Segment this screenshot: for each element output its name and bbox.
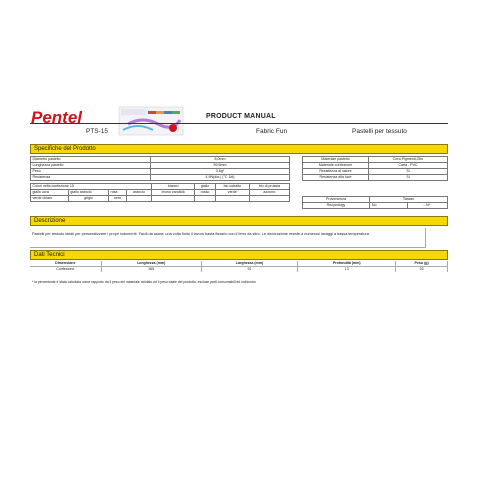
spec-value: Carta , PVC — [369, 163, 448, 169]
table-row — [30, 267, 448, 273]
color-cell: arancio — [126, 190, 151, 196]
tech-header: Larghezza (mm) — [201, 261, 298, 267]
description-text: Pastelli per tessuto ideali per personalizzare i propri indumenti. Facili da usare: una volta finito il lavoro basta fissarlo con il ferro da stiro. Le decorazione resiste a numerosi lavaggi a bassa temperatura. — [32, 232, 370, 236]
spec-label: Resistenza — [31, 175, 151, 181]
color-cell: bianco — [152, 184, 195, 190]
tech-cell: 92 — [396, 267, 448, 273]
table-row — [31, 196, 290, 202]
tech-cell: 13 — [298, 267, 396, 273]
spec-label: Materiale confezione — [303, 163, 369, 169]
section-description-header: Descrizione — [30, 216, 448, 226]
spec-label: Peso — [31, 169, 151, 175]
color-cell: nero — [109, 196, 127, 202]
table-row — [303, 203, 448, 209]
document-title: PRODUCT MANUAL — [206, 113, 276, 120]
color-cell: rosso — [195, 190, 215, 196]
tech-header: Lunghezza (mm) — [101, 261, 201, 267]
color-cell: rosa — [109, 190, 127, 196]
spec-value: 3,6g* — [151, 169, 290, 175]
spec-value: 8,0mm — [151, 157, 290, 163]
color-cell: verde — [215, 190, 249, 196]
origin-table — [302, 196, 448, 209]
color-cell: verde chiaro — [31, 196, 69, 202]
color-cell: blu di prussia — [249, 184, 289, 190]
spec-label: Diametro pastello — [31, 157, 151, 163]
recycling-values — [369, 203, 447, 209]
origin-label: Provenienza — [303, 197, 370, 203]
spec-label: Resistenza alla luce — [303, 175, 369, 181]
color-cell: azzurro — [249, 190, 289, 196]
product-code: PTS-15 — [86, 128, 109, 135]
color-cell: grigio — [68, 196, 108, 202]
product-package-image — [118, 106, 184, 136]
product-description: Pastelli per tessuto — [352, 128, 407, 135]
color-cell — [195, 196, 215, 202]
recycling-percent: --%* — [423, 203, 431, 207]
footnote: * la percentuale è stata calcolata come rapporto tra il peso del materiale riciclato ed il peso totale del prodotto, escluse parti consumabili ed inchiostro — [32, 280, 256, 284]
tech-header: Profondità (mm) — [298, 261, 396, 267]
color-cell — [152, 196, 195, 202]
spec-value: Si — [369, 175, 448, 181]
color-cell: giallo arancio — [68, 190, 108, 196]
spec-label: Resistenza al calore — [303, 169, 369, 175]
spec-label: Materiale pastello — [303, 157, 369, 163]
tech-header: Peso (g) — [396, 261, 448, 267]
specs-right-table — [302, 156, 448, 181]
colors-label: Colori nella confezione 15 — [31, 184, 152, 190]
spec-value: 4,9N(dia.) (°C 1kt) — [151, 175, 290, 181]
origin-value: Taiwan — [369, 197, 447, 203]
recycling-label: Recycology — [303, 203, 370, 209]
tech-cell: Confezione — [30, 267, 101, 273]
specs-left-table — [30, 156, 290, 181]
spec-value: Si — [369, 169, 448, 175]
technical-table — [30, 261, 448, 272]
color-cell: giallo — [195, 184, 215, 190]
spec-label: Lunghezza pastello — [31, 163, 151, 169]
color-cell: blu cobalto — [215, 184, 249, 190]
table-row — [31, 175, 290, 181]
spec-value: 59,5mm — [151, 163, 290, 169]
tech-header: Dimensione — [30, 261, 101, 267]
color-cell — [249, 196, 289, 202]
recycling-value: No — [370, 203, 408, 208]
header-divider — [30, 123, 448, 124]
tech-cell: 91 — [201, 267, 298, 273]
color-cell: bruno vandicik — [152, 190, 195, 196]
product-name: Fabric Fun — [256, 128, 288, 135]
colors-table — [30, 183, 290, 202]
tech-cell: 165 — [101, 267, 201, 273]
section-technical-header: Dati Tecnici — [30, 250, 448, 260]
table-row — [303, 175, 448, 181]
logo-text: Pentel — [31, 108, 83, 126]
color-cell — [126, 196, 151, 202]
spec-value: Cera,Pigmenti,Olio — [369, 157, 448, 163]
section-specs-header: Specifiche del Prodotto — [30, 144, 448, 154]
color-cell: giallo ocra — [31, 190, 69, 196]
color-cell — [215, 196, 249, 202]
